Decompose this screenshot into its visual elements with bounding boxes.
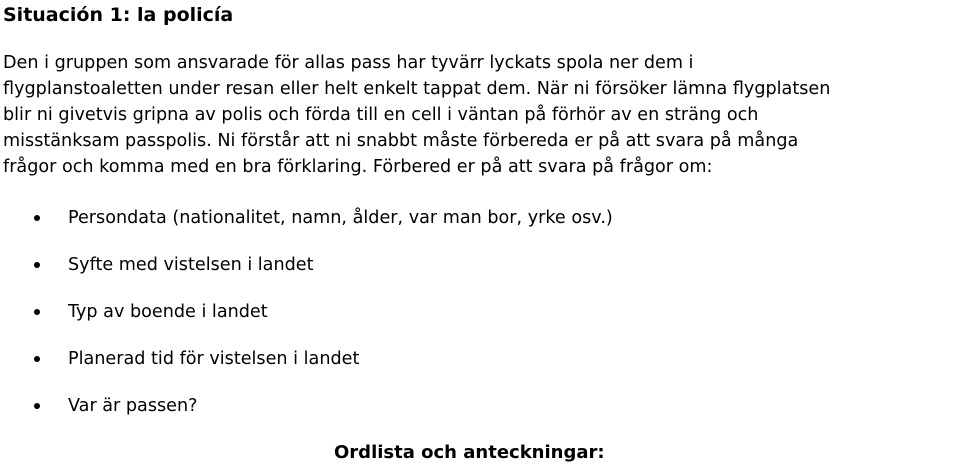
paragraph-line: Den i gruppen som ansvarade för allas pass har tyvärr lyckats spola ner dem i <box>3 53 694 73</box>
bullet-icon <box>34 403 40 409</box>
page-heading: Situación 1: la policía <box>3 4 234 26</box>
scenario-paragraph <box>3 50 958 180</box>
list-item-text: Planerad tid för vistelsen i landet <box>68 349 360 369</box>
bullet-icon <box>34 309 40 315</box>
paragraph-line: blir ni givetvis gripna av polis och förda till en cell i väntan på förhör av en sträng och <box>3 105 759 125</box>
bullet-icon <box>34 262 40 268</box>
bullet-icon <box>34 215 40 221</box>
list-item-text: Syfte med vistelsen i landet <box>68 255 314 275</box>
notes-heading: Ordlista och anteckningar: <box>334 442 605 463</box>
bullet-icon <box>34 356 40 362</box>
list-item-text: Typ av boende i landet <box>68 302 268 322</box>
paragraph-line: misstänksam passpolis. Ni förstår att ni snabbt måste förbereda er på att svara på många <box>3 131 799 151</box>
paragraph-line: frågor och komma med en bra förklaring. Förbered er på att svara på frågor om: <box>3 157 713 177</box>
paragraph-line: flygplanstoaletten under resan eller helt enkelt tappat dem. När ni försöker lämna flygplatsen <box>3 79 831 99</box>
list-item-text: Persondata (nationalitet, namn, ålder, var man bor, yrke osv.) <box>68 208 613 228</box>
list-item-text: Var är passen? <box>68 396 198 416</box>
